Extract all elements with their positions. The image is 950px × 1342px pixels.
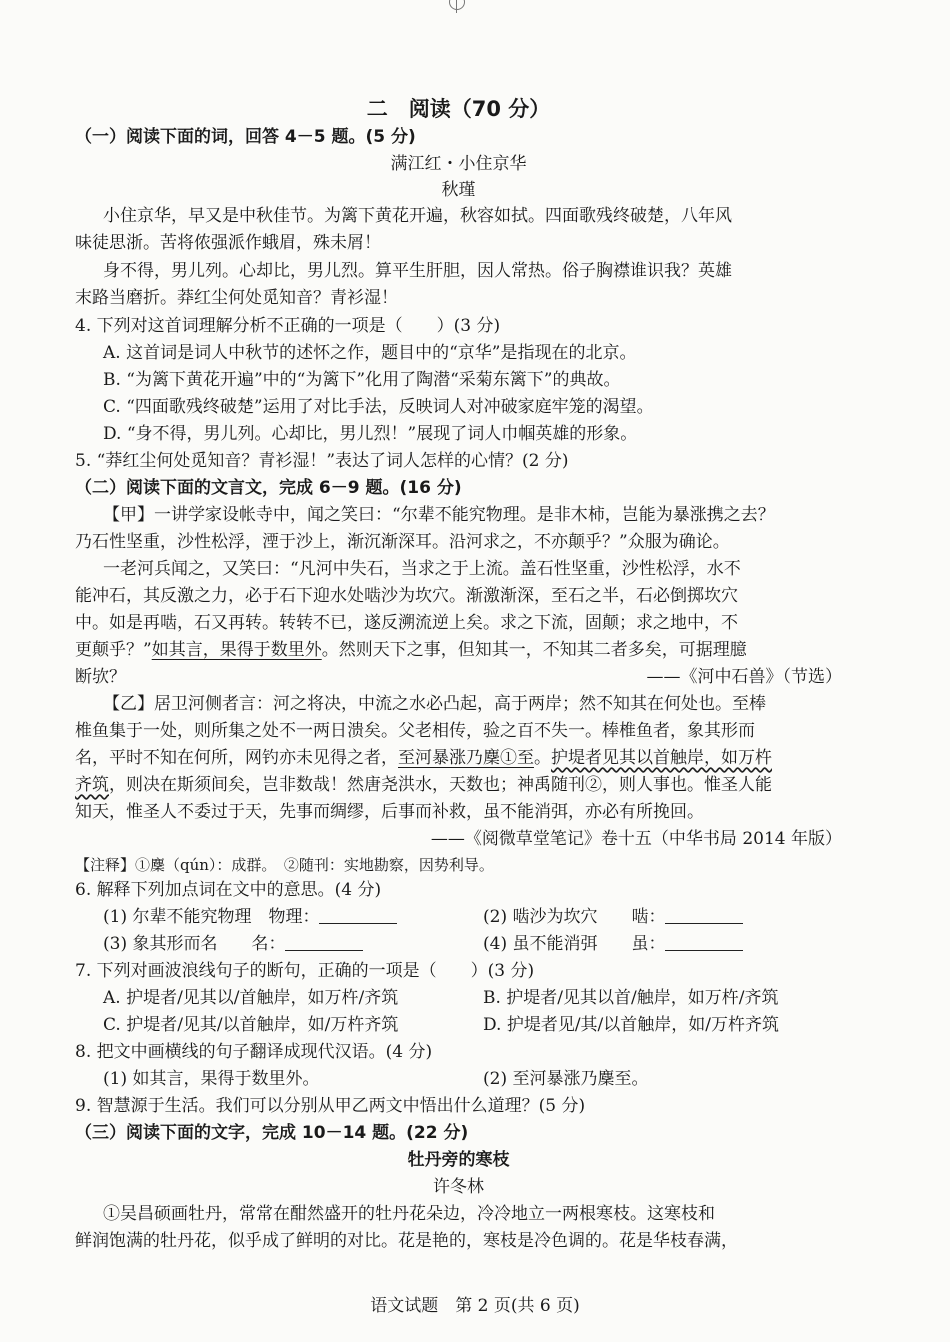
q6-item: (3) 象其形而名 名： <box>103 934 286 954</box>
q7-option-d: D. 护堤者见/其/以首触岸，如/万杵齐筑 <box>483 1015 780 1035</box>
answer-blank[interactable] <box>665 907 743 924</box>
article-author: 许冬林 <box>433 1177 484 1197</box>
q8-item-1: (1) 如其言，果得于数里外。 <box>103 1069 320 1089</box>
question-7: 7. 下列对画波浪线句子的断句，正确的一项是（ ）(3 分) <box>75 961 535 981</box>
q7-option-c: C. 护堤者/见其/以首触岸，如/万杵齐筑 <box>103 1015 399 1035</box>
q8-item-2: (2) 至河暴涨乃麇至。 <box>483 1069 649 1089</box>
yi-text: 名，平时不知在何所，网钓亦未见得之者， <box>75 748 398 768</box>
part3-heading: （三）阅读下面的文字，完成 10－14 题。(22 分) <box>75 1123 469 1143</box>
underlined-sentence: 至河暴涨乃麇①至 <box>398 748 534 768</box>
question-8: 8. 把文中画横线的句子翻译成现代汉语。(4 分) <box>75 1042 433 1062</box>
page-footer: 语文试题 第 2 页(共 6 页) <box>370 1296 580 1316</box>
annotation-notes: 【注释】①麇（qún）：成群。 ②随刊：实地勘察，因势利导。 <box>75 856 494 874</box>
q7-option-b: B. 护堤者/见其以首/触岸，如万杵/齐筑 <box>483 988 779 1008</box>
q6-row-right <box>483 932 743 956</box>
question-4: 4. 下列对这首词理解分析不正确的一项是（ ）(3 分) <box>75 316 501 336</box>
jia-text: 更颠乎？” <box>75 640 152 660</box>
q4-option-c: C. “四面歌残终破楚”运用了对比手法，反映词人对冲破家庭牢笼的渴望。 <box>103 397 654 417</box>
part1-heading: （一）阅读下面的词，回答 4－5 题。(5 分) <box>75 127 416 147</box>
q6-item: (4) 虽不能消弭 虽： <box>483 934 666 954</box>
poem-line: 小住京华，早又是中秋佳节。为篱下黄花开遍，秋容如拭。四面歌残终破楚，八年风 <box>103 206 732 226</box>
yi-line: 【乙】居卫河侧者言：河之将决，中流之水必凸起，高于两岸；然不知其在何处也。至棒 <box>103 694 766 714</box>
q6-row-right <box>483 905 743 929</box>
q4-option-d: D. “身不得，男儿列。心却比，男儿烈！”展现了词人巾帼英雄的形象。 <box>103 424 638 444</box>
yi-line-marked <box>75 746 842 770</box>
q7-option-a: A. 护堤者/见其以/首触岸，如万杵/齐筑 <box>103 988 399 1008</box>
jia-source: ——《河中石兽》（节选） <box>646 667 842 687</box>
jia-line: 能冲石，其反激之力，必于石下迎水处啮沙为坎穴。渐激渐深，至石之半，石必倒掷坎穴 <box>75 586 738 606</box>
answer-blank[interactable] <box>319 907 397 924</box>
question-6: 6. 解释下列加点词在文中的意思。(4 分) <box>75 880 382 900</box>
yi-line-marked <box>75 773 842 797</box>
poem-author: 秋瑾 <box>441 180 476 200</box>
q6-item: (1) 尔辈不能究物理 物理： <box>103 907 320 927</box>
jia-line: 【甲】一讲学家设帐寺中，闻之笑曰：“尔辈不能究物理。是非木柿，岂能为暴涨携之去？ <box>103 505 775 525</box>
article-line: ①吴昌硕画牡丹，常常在酣然盛开的牡丹花朵边，冷冷地立一两根寒枝。这寒枝和 <box>103 1204 715 1224</box>
wavy-sentence: 齐筑 <box>75 775 109 795</box>
poem-title: 满江红・小住京华 <box>390 154 527 174</box>
jia-line: 中。如是再啮，石又再转。转转不已，遂反溯流逆上矣。求之下流，固颠；求之地中，不 <box>75 613 738 633</box>
yi-source: ——《阅微草堂笔记》卷十五（中华书局 2014 年版） <box>430 829 842 849</box>
poem-line: 末路当磨折。莽红尘何处觅知音？青衫湿！ <box>75 288 398 308</box>
poem-line: 身不得，男儿列。心却比，男儿烈。算平生肝胆，因人常热。俗子胸襟谁识我？英雄 <box>103 261 732 281</box>
answer-blank[interactable] <box>285 934 363 951</box>
yi-line: 椎鱼集于一处，则所集之处不一两日溃矣。父老相传，验之百不失一。棒椎鱼者，象其形而 <box>75 721 755 741</box>
yi-text: ，则决在斯须间矣，岂非数哉！然唐尧洪水，天数也；神禹随刊②，则人事也。惟圣人能 <box>109 775 772 795</box>
registration-mark-icon <box>449 0 465 10</box>
yi-text: 。 <box>534 748 551 768</box>
section-title: 二 阅读（70 分） <box>366 97 551 121</box>
q4-option-b: B. “为篱下黄花开遍”中的“为篱下”化用了陶潜“采菊东篱下”的典故。 <box>103 370 621 390</box>
jia-line: 断欤？ <box>75 667 126 687</box>
q4-option-a: A. 这首词是词人中秋节的述怀之作，题目中的“京华”是指现在的北京。 <box>103 343 637 363</box>
q6-item: (2) 啮沙为坎穴 啮： <box>483 907 666 927</box>
jia-line: 一老河兵闻之，又笑曰：“凡河中失石，当求之于上流。盖石性坚重，沙性松浮，水不 <box>103 559 741 579</box>
jia-line: 乃石性坚重，沙性松浮，湮于沙上，渐沉渐深耳。沿河求之，不亦颠乎？”众服为确论。 <box>75 532 730 552</box>
yi-line: 知天，惟圣人不委过于天，先事而绸缪，后事而补救，虽不能消弭，亦必有所挽回。 <box>75 802 704 822</box>
answer-blank[interactable] <box>665 934 743 951</box>
underlined-sentence: 如其言，果得于数里外 <box>151 640 322 660</box>
jia-text: 。然则天下之事，但知其一，不知其二者多矣，可据理臆 <box>321 640 747 660</box>
part2-heading: （二）阅读下面的文言文，完成 6－9 题。(16 分) <box>75 478 462 498</box>
jia-line-underlined <box>75 638 842 662</box>
article-line: 鲜润饱满的牡丹花，似乎成了鲜明的对比。花是艳的，寒枝是冷色调的。花是华枝春满， <box>75 1231 738 1251</box>
question-5: 5. “莽红尘何处觅知音？青衫湿！”表达了词人怎样的心情？(2 分) <box>75 451 569 471</box>
article-title: 牡丹旁的寒枝 <box>407 1150 510 1170</box>
question-9: 9. 智慧源于生活。我们可以分别从甲乙两文中悟出什么道理？(5 分) <box>75 1096 586 1116</box>
wavy-sentence: 护堤者见其以首触岸，如万杵 <box>551 748 772 768</box>
poem-line: 味徒思浙。苦将侬强派作蛾眉，殊未屑！ <box>75 233 381 253</box>
